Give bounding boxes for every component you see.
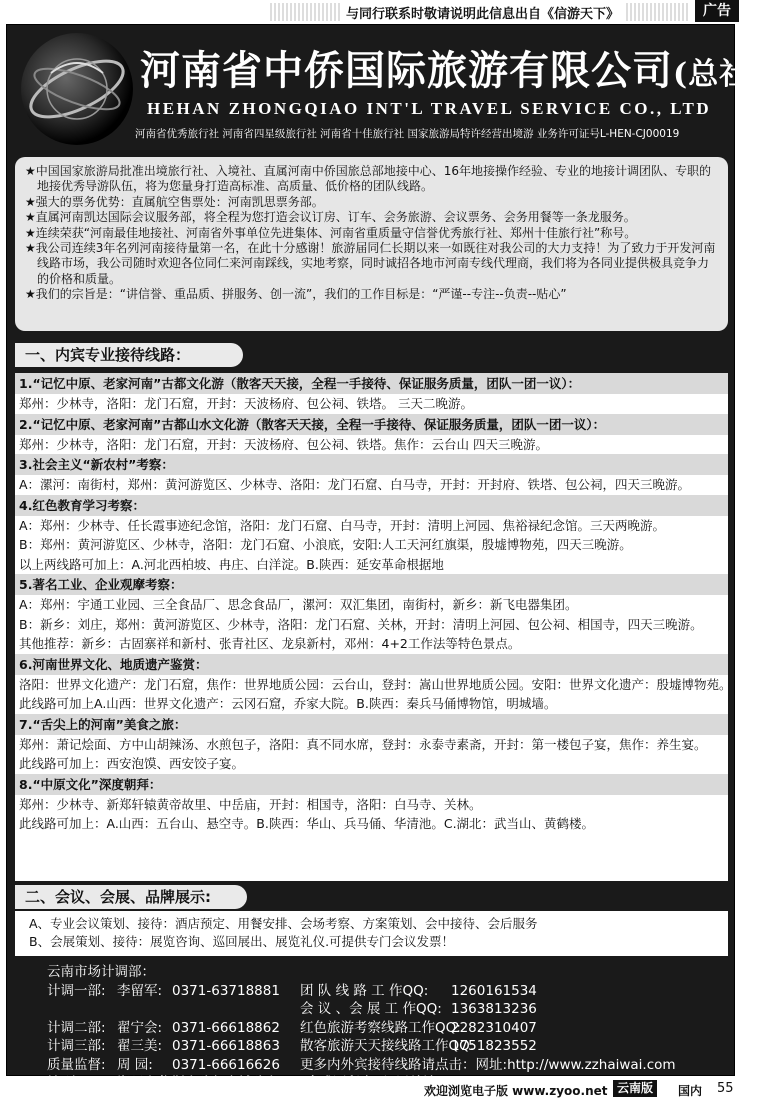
route-block [15,454,728,495]
route-block [15,714,728,774]
intro-box [15,157,728,331]
ad-label: 广告 [695,0,739,22]
route-line: 郑州：少林寺，洛阳：龙门石窟，开封：天波杨府、包公祠、铁塔。焦作：云台山 四天三晚游。 [19,436,548,452]
intro-item: ★强大的票务优势：直属航空售票处：河南凯思票务部。 [25,194,324,209]
contact-row: 计调三部: 翟三美: 0371-66618863 散客旅游天天接线路工作QQ:1751823552 [47,1038,537,1054]
route-line: 郑州：少林寺、新郑轩辕黄帝故里、中岳庙，开封：相国寺，洛阳：白马寺、关林。 [19,796,482,812]
intro-item: ★直属河南凯达国际会议服务部，将全程为您打造会议订房、订车、会务旅游、会议票务、会务用餐等一条龙服务。 [25,210,636,225]
company-title-suffix: (总社) [673,57,765,92]
license-line: 河南省优秀旅行社 河南省四星级旅行社 河南省十佳旅行社 国家旅游局特许经营出境游 业务许可证号L-HEN-CJ00019 [135,128,680,140]
route-line: A：郑州：少林寺、任长霞事迹纪念馆，洛阳：龙门石窟、白马寺，开封：清明上河园、焦裕禄纪念馆。三天两晚游。 [19,517,666,533]
page-footer [0,1078,741,1100]
section2-heading: 二、会议、会展、品牌展示: [15,885,247,909]
qq-number: 2282310407 [451,1019,537,1036]
contact-row: 质量监督: 周 园: 0371-66616626 更多内外宾接待线路请点击：网址:http://www.zzhaiwai.com [47,1056,676,1073]
route-line: 郑州：少林寺，洛阳：龙门石窟，开封：天波杨府、包公祠、铁塔。 三天二晚游。 [19,396,473,411]
website-link[interactable]: http://www.zzhaiwai.com [507,1056,676,1073]
domestic-label: 国内 [678,1084,703,1098]
source-notice: 与同行联系时敬请说明此信息出自《信游天下》 [340,3,625,22]
route-line: 此线路可加上：A.山西：五台山、悬空寺。B.陕西：华山、兵马俑、华清池。C.湖北：武当山、黄鹤楼。 [19,816,595,831]
route-line: 此线路可加上A.山西：世界文化遗产：云冈石窟，乔家大院。B.陕西：秦兵马俑博物馆，明城墙。 [19,696,557,711]
routes-list [15,373,732,881]
website-label: 更多内外宾接待线路请点击：网址: [300,1056,508,1073]
intro-item: ★连续荣获“河南最佳地接社、河南省外事单位先进集体、河南省重质量守信誉优秀旅行社、郑州十佳旅行社”称号。 [25,225,637,240]
route-title: 3.社会主义“新农村”考察： [15,454,728,475]
route-title: 2.“记忆中原、老家河南”古都山水文化游（散客天天接，全程一手接待、保证服务质量，团队一团一议）： [15,414,728,435]
route-block [15,574,728,654]
section2-line: B、会展策划、接待：展览咨询、巡回展出、展览礼仪.可提供专门会议发票！ [29,934,455,949]
intro-item: ★我们的宗旨是：“讲信誉、重品质、拼服务、创一流”，我们的工作目标是：“严谨--专注--负责--贴心” [25,287,567,302]
route-block [15,774,728,834]
qq-number: 1751823552 [451,1038,537,1054]
route-title: 8.“中原文化”深度朝拜： [15,774,728,795]
section1-heading: 一、内宾专业接待线路： [15,343,243,367]
route-block [15,373,728,414]
page-number: 55 [717,1081,734,1096]
route-title: 6.河南世界文化、地质遗产鉴赏： [15,654,728,675]
route-line: B：新乡：刘庄，郑州：黄河游览区、少林寺，洛阳：龙门石窟、关林，开封：清明上河园、包公祠、相国寺，四天三晚游。 [19,616,703,632]
contact-row: 计调一部: 李留军: 0371-63718881 团 队 线 路 工 作QQ: 1260161534 [47,982,537,999]
browse-link[interactable]: 欢迎浏览电子版 www.zyoo.net [424,1084,608,1098]
route-line: 郑州：萧记烩面、方中山胡辣汤、水煎包子，洛阳：真不同水席，登封：永泰寺素斋，开封：第一楼包子宴，焦作：养生宴。 [19,736,707,752]
qq-number: 1363813236 [451,1001,537,1017]
globe-logo-icon [21,33,133,145]
intro-item: ★中国国家旅游局批准出境旅行社、入境社、直属河南中侨国旅总部地接中心、16年地接操作经验、专业的地接计调团队、专职的地接优秀导游队伍，将为您量身打造高标准、高质量、低价格的团队线路。 [25,164,712,194]
company-title: 河南省中侨国际旅游有限公司(总社) [140,47,765,94]
region-badge: 云南版 [613,1080,657,1097]
section2-line: A、专业会议策划、接待：酒店预定、用餐安排、会场考察、方案策划、会中接待、会后服务 [29,916,538,931]
route-title: 1.“记忆中原、老家河南”古都文化游（散客天天接，全程一手接待、保证服务质量，团队一团一议）： [15,373,728,394]
top-notice-bar [0,0,741,24]
market-label: 云南市场计调部： [47,964,155,980]
route-line: A：漯河：南街村，郑州：黄河游览区、少林寺、洛阳：龙门石窟、白马寺，开封：开封府、铁塔、包公祠，四天三晚游。 [19,477,691,492]
section2-body [15,911,728,956]
route-line: 此线路可加上：西安泡馍、西安饺子宴。 [19,756,245,771]
contact-row: 计调二部: 翟宁会: 0371-66618862 红色旅游考察线路工作QQ:2282310407 [47,1019,537,1036]
route-block [15,495,728,575]
route-block [15,654,732,714]
contact-row: 会 议 、会 展 工 作QQ: 1363813236 [300,1001,537,1017]
route-line: 其他推荐：新乡：古固寨祥和新村、张青社区、龙泉新村，邓州：4+2工作法等特色景点。 [19,636,521,651]
intro-item: ★我公司连续3年名列河南接待量第一名，在此十分感谢！旅游届同仁长期以来一如既往对我公司的大力支持！为了致力于开发河南线路市场，我公司随时欢迎各位同仁来河南踩线，实地考察，同时诚招各地市河南专线代理商，我们将为各同业提供极具竞争力的价格和质量。 [25,241,716,286]
route-line: A：郑州：宇通工业园、三全食品厂、思念食品厂，漯河：双汇集团，南街村，新乡：新飞电器集团。 [19,597,578,612]
route-line: 以上两线路可加上：A.河北西柏坡、冉庄、白洋淀。B.陕西：延安革命根据地 [19,556,444,572]
route-line: B：郑州：黄河游览区、少林寺，洛阳：龙门石窟、小浪底，安阳:人工天河红旗渠，殷墟博物苑，四天三晚游。 [19,537,632,552]
route-title: 7.“舌尖上的河南”美食之旅： [15,714,728,735]
qq-number: 1260161534 [451,982,537,999]
route-title: 5.著名工业、企业观摩考察： [15,574,728,595]
address-label: 地 址: [47,1075,83,1091]
contact-block [47,963,727,1093]
company-title-en: HEHAN ZHONGQIAO INT'L TRAVEL SERVICE CO., LTD [147,99,712,118]
address-value: 郑州市紫荆山路与商城路交叉口金成国贸大厦4层总社 [117,1075,437,1091]
route-title: 4.红色教育学习考察： [15,495,728,516]
route-line: 洛阳：世界文化遗产：龙门石窟，焦作：世界地质公园：云台山，登封：嵩山世界地质公园。安阳：世界文化遗产：殷墟博物苑。 [19,676,732,692]
route-block [15,414,728,455]
